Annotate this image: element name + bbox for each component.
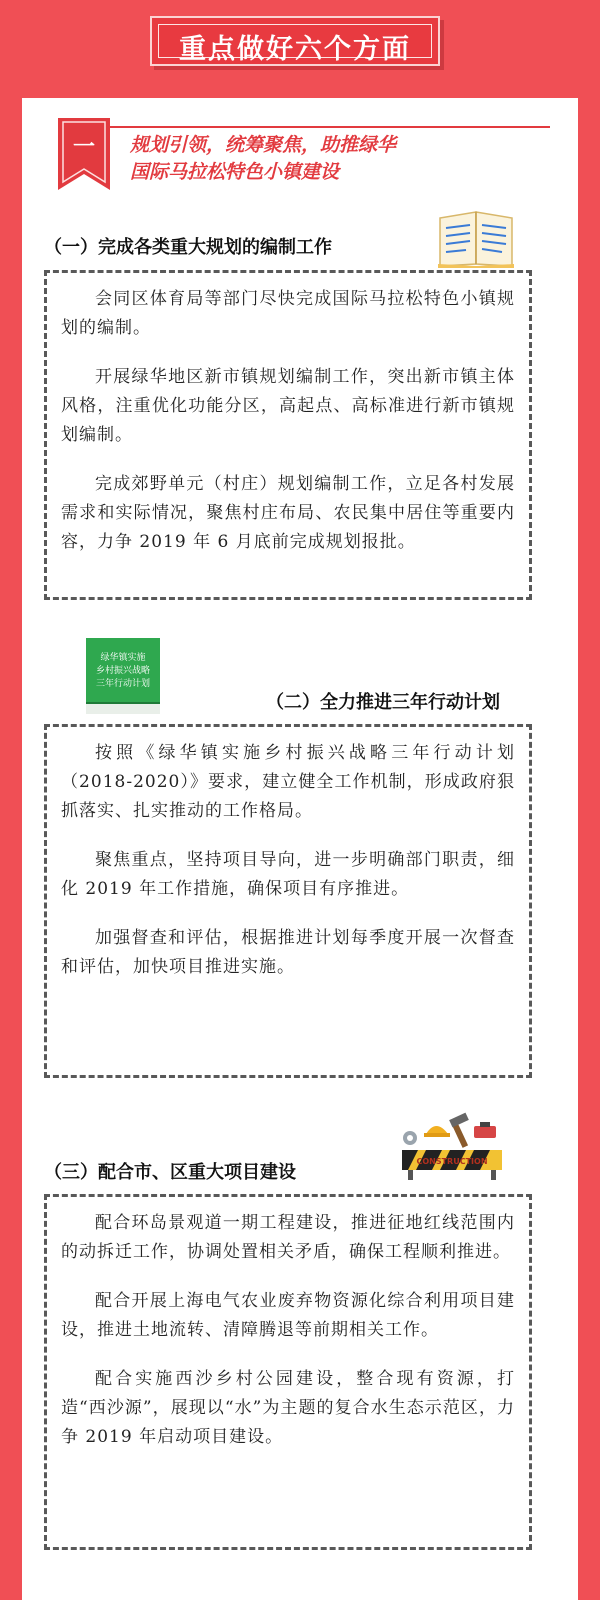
page-title: 重点做好六个方面 [179,34,411,65]
paragraph: 完成郊野单元（村庄）规划编制工作，立足各村发展需求和实际情况，聚焦村庄布局、农民集中居住等重要内容，力争 2019 年 6 月底前完成规划报批。 [61,474,515,552]
section-heading-text [130,132,500,186]
paragraph: 开展绿华地区新市镇规划编制工作，突出新市镇主体风格，注重优化功能分区，高起点、高标准进行新市镇规划编制。 [61,367,515,445]
paragraph: 按照《绿华镇实施乡村振兴战略三年行动计划（2018-2020）》要求，建立健全工作机制，形成政府狠抓落实、扎实推动的工作格局。 [61,743,515,821]
paragraph: 会同区体育局等部门尽快完成国际马拉松特色小镇规划的编制。 [61,289,515,338]
book-cover-line2: 乡村振兴战略 [95,666,150,676]
subsection-title-1: （一）完成各类重大规划的编制工作 [44,237,332,258]
paragraph: 配合环岛景观道一期工程建设，推进征地红线范围内的动拆迁工作，协调处置相关矛盾，确保工程顺利推进。 [61,1213,515,1262]
paragraph: 加强督查和评估，根据推进计划每季度开展一次督查和评估，加快项目推进实施。 [61,928,515,977]
subsection-title-2: （二）全力推进三年行动计划 [266,692,500,713]
book-cover-line1: 绿华镇实施 [100,653,146,663]
green-book-icon [86,638,160,714]
content-box-1 [44,270,532,600]
section-number: 一 [72,135,95,160]
book-cover-line3: 三年行动计划 [95,679,150,689]
subsection-title-3: （三）配合市、区重大项目建设 [44,1162,296,1183]
section-heading-line1: 规划引领，统筹聚焦，助推绿华 [130,134,397,156]
content-box-3 [44,1194,532,1550]
construction-tools-icon [396,1112,508,1182]
section-heading-line2: 国际马拉松特色小镇建设 [130,161,340,183]
section-rule [110,126,550,128]
paragraph: 聚焦重点，坚持项目导向，进一步明确部门职责，细化 2019 年工作措施，确保项目有序推进。 [61,850,515,899]
content-box-2 [44,724,532,1078]
paragraph: 配合实施西沙乡村公园建设，整合现有资源，打造“西沙源”，展现以“水”为主题的复合水生态示范区，力争 2019 年启动项目建设。 [61,1369,515,1447]
section-heading [58,118,498,190]
paragraph: 配合开展上海电气农业废弃物资源化综合利用项目建设，推进土地流转、清障腾退等前期相关工作。 [61,1291,515,1340]
title-banner [150,16,440,66]
construction-sign-text: CONSTRUCTION [416,1157,488,1166]
open-book-icon [436,206,516,268]
